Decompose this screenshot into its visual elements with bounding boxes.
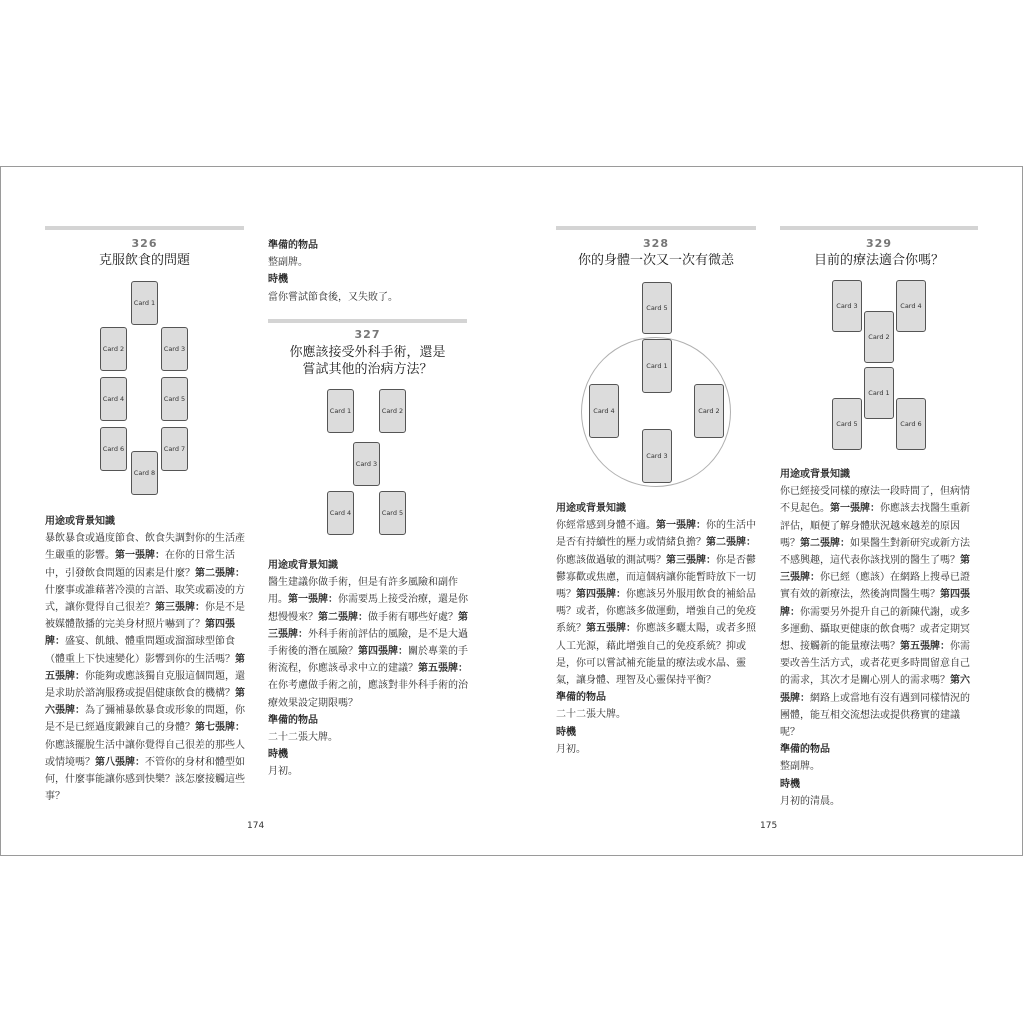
s329-card-6: Card 6 — [896, 398, 926, 450]
s328-card-1: Card 1 — [642, 339, 672, 393]
section-327-rule — [268, 319, 467, 323]
s328-prep: 二十二張大牌。 — [556, 709, 626, 721]
s326-card-7: Card 7 — [161, 427, 188, 471]
s327-card-3: Card 3 — [353, 442, 380, 486]
s326-card-3: Card 3 — [161, 327, 188, 371]
section-329-body — [780, 466, 979, 810]
s328-card-5: Card 5 — [642, 282, 672, 334]
s326-card-6: Card 6 — [100, 427, 127, 471]
s327-card-5: Card 5 — [379, 491, 406, 535]
s329-time: 月初的清晨。 — [780, 795, 840, 807]
s326-prep-heading: 準備的物品 — [268, 240, 318, 251]
page-number-right: 175 — [760, 821, 778, 831]
s329-card-1: Card 1 — [864, 367, 894, 419]
s328-time: 月初。 — [556, 743, 586, 755]
section-329-rule — [780, 226, 978, 230]
s328-bg-heading: 用途或背景知識 — [556, 503, 626, 514]
s326-card-2: Card 2 — [100, 327, 127, 371]
s326-time: 當你嘗試節食後，又失敗了。 — [268, 291, 398, 303]
s329-body-text: 你已經接受同樣的療法一段時間了，但病情不見起色。第一張牌：你應該去找醫生重新評估，順便了解身體狀況越來越差的原因嗎？第二張牌：如果醫生對新研究或新方法不感興趣，這代表你該找別的醫生了嗎？第三張牌：你已經（應該）在網路上搜尋已證實有效的新療法，然後詢問醫生嗎？第四張牌：你需要另外提升自己的新陳代謝，或多多運動、攝取更健康的飲食嗎？或者定期冥想、接觸新的能量療法嗎？第五張牌：你需要改善生活方式，或者花更多時間留意自己的需求，其次才是關心別人的需求嗎？第六張牌：網路上或當地有沒有遇到同樣情況的團體，能互相交流想法或提供務實的建議呢？ — [780, 486, 970, 739]
s326-card-8: Card 8 — [131, 451, 158, 495]
s328-time-heading: 時機 — [556, 726, 576, 738]
s329-bg-heading: 用途或背景知識 — [780, 469, 850, 480]
page-number-left: 174 — [247, 821, 265, 831]
s329-card-3: Card 3 — [832, 280, 862, 332]
s326-bg-heading: 用途或背景知識 — [45, 516, 115, 527]
s327-bg-heading: 用途或背景知識 — [268, 560, 338, 571]
section-327-title-2: 嘗試其他的治病方法？ — [302, 362, 433, 377]
s328-body-text: 你經常感到身體不適。第一張牌：你的生活中是否有持續性的壓力或情緒負擔？第二張牌：你應該做過敏的測試嗎？第三張牌：你是否鬱鬱寡歡或焦慮，而這個病讓你能暫時放下一切嗎？第四張牌：你應該另外服用飲食的補給品嗎？或者，你應該多做運動，增強自己的免疫系統？第五張牌：你應該多曬太陽，或者多照人工光源，藉此增強自己的免疫系統？抑或是，你可以嘗試補充能量的療法或水晶、靈氣，讓身體、理智及心靈保持平衡？ — [556, 520, 756, 687]
s328-prep-heading: 準備的物品 — [556, 692, 606, 704]
s326-prep: 整副牌。 — [268, 257, 308, 269]
s329-card-2: Card 2 — [864, 311, 894, 363]
section-326-number: 326 — [131, 237, 158, 250]
s329-prep: 整副牌。 — [780, 761, 820, 773]
section-328-number: 328 — [643, 237, 669, 250]
section-326-body — [45, 513, 245, 805]
section-326-rule — [45, 226, 244, 230]
section-328-rule — [556, 226, 756, 230]
section-328-title: 你的身體一次又一次有微恙 — [577, 253, 734, 268]
s326-card-5: Card 5 — [161, 377, 188, 421]
s326-card-1: Card 1 — [131, 281, 158, 325]
s329-card-5: Card 5 — [832, 398, 862, 450]
s326-card-4: Card 4 — [100, 377, 127, 421]
section-327-number: 327 — [354, 328, 381, 341]
s327-prep-heading: 準備的物品 — [268, 714, 318, 726]
s327-card-4: Card 4 — [327, 491, 354, 535]
s326-body-text: 暴飲暴食或過度節食、飲食失調對你的生活產生嚴重的影響。第一張牌：在你的日常生活中，引發飲食問題的因素是什麼？第二張牌：什麼事或誰藉著冷漠的言語、取笑或霸凌的方式，讓你覺得自己很差？第三張牌：你是不是被媒體散播的完美身材照片嚇到了？第四張牌：盛宴、飢餓、體重問題或溜溜球型節食（體重上下快速變化）影響到你的生活嗎？第五張牌：你能夠或應該獨自克服這個問題，還是求助於諮詢服務或提倡健康飲食的機構？第六張牌：為了彌補暴飲暴食或形象的問題，你是不是已經過度鍛鍊自己的身體？第七張牌：你應該擺脫生活中讓你覺得自己很差的那些人或情境嗎？第八張牌：不管你的身材和體型如何，什麼事能讓你感到快樂？該怎麼接觸這些事？ — [45, 533, 245, 803]
s327-time: 月初。 — [268, 766, 298, 778]
section-327-title-1: 你應該接受外科手術，還是 — [289, 345, 446, 360]
s327-card-2: Card 2 — [379, 389, 406, 433]
section-329-number: 329 — [866, 237, 892, 250]
s329-time-heading: 時機 — [780, 778, 800, 790]
section-326-footer — [268, 220, 468, 306]
s328-card-4: Card 4 — [589, 384, 619, 438]
section-327-body — [268, 557, 468, 781]
s327-time-heading: 時機 — [268, 749, 288, 761]
s328-card-3: Card 3 — [642, 429, 672, 483]
s327-body-text: 醫生建議你做手術，但是有許多風險和副作用。第一張牌：你需要馬上接受治療，還是你想慢慢來？第二張牌：做手術有哪些好處？第三張牌：外科手術前評估的風險，是不是大過手術後的潛在風險？第四張牌：關於專業的手術流程，你應該尋求中立的建議？第五張牌：在你考慮做手術之前，應該對非外科手術的治療效果設定期限嗎？ — [268, 577, 468, 709]
s326-time-heading: 時機 — [268, 274, 288, 286]
s327-prep: 二十二張大牌。 — [268, 732, 338, 744]
section-328-body — [556, 500, 757, 758]
s327-card-1: Card 1 — [327, 389, 354, 433]
s328-card-2: Card 2 — [694, 384, 724, 438]
section-326-title: 克服飲食的問題 — [98, 253, 190, 268]
s329-card-4: Card 4 — [896, 280, 926, 332]
s329-prep-heading: 準備的物品 — [780, 744, 830, 756]
section-329-title: 目前的療法適合你嗎？ — [813, 253, 944, 268]
